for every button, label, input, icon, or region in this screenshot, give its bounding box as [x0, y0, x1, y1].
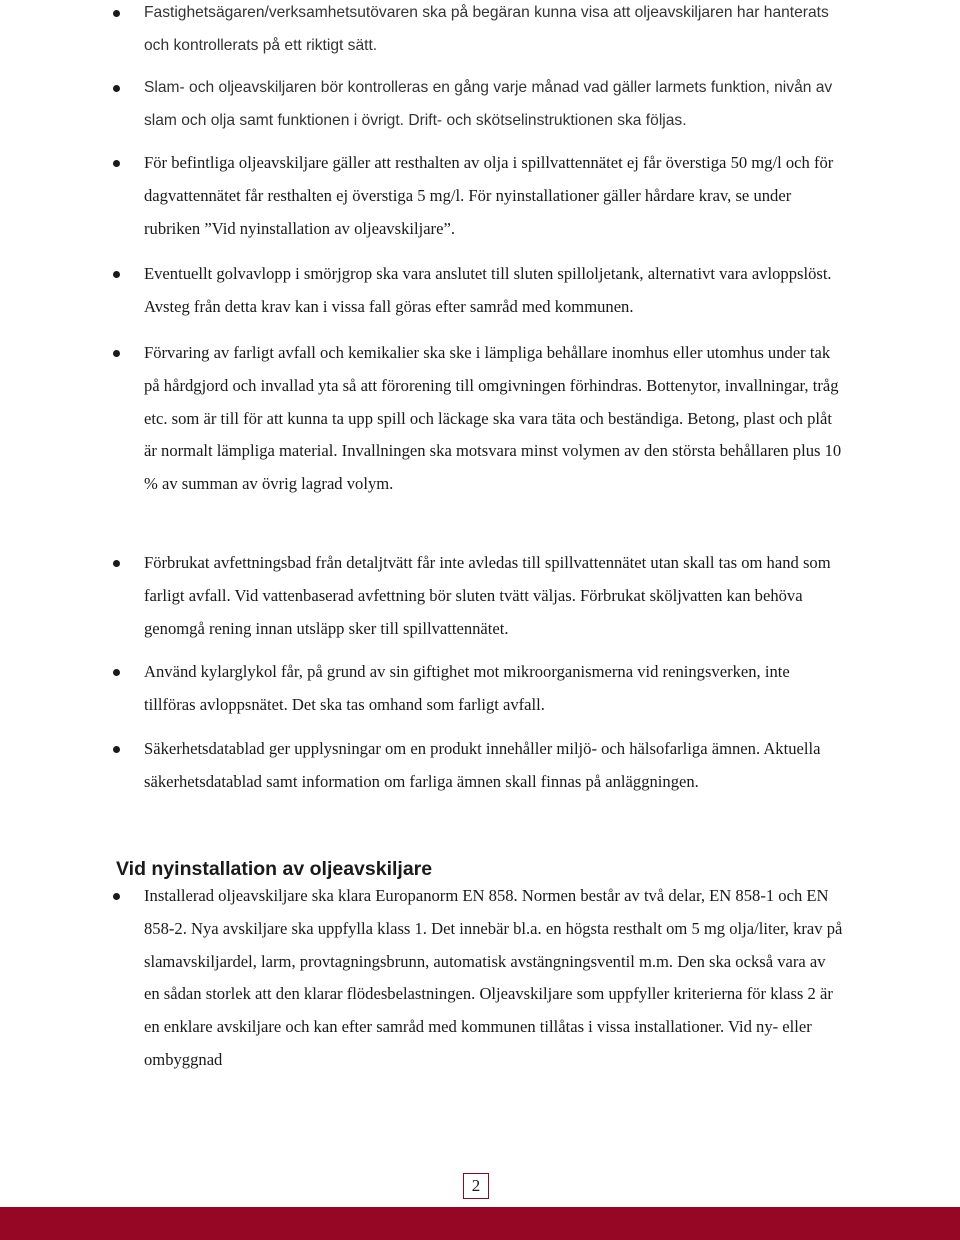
bullet-icon — [113, 893, 120, 900]
bullet-icon — [113, 746, 120, 753]
bullet-icon — [113, 560, 120, 567]
list-item-text: Installerad oljeavskiljare ska klara Europanorm EN 858. Normen består av två delar, EN 858-1 och EN 858-2. Nya avskiljare ska uppfylla klass 1. Det innebär bl.a. en högsta resthalt om 5 mg olja/liter, krav på slamavskiljardel, larm, provtagningsbrunn, automatisk avstängningsventil m.m. Den ska också vara av en sådan storlek att den klarar flödesbelastningen. Oljeavskiljare som uppfyller kriterierna för klass 2 är en enklare avskiljare och kan efter samråd med kommunen tillåtas i vissa installationer. Vid ny- eller ombyggnad — [144, 886, 843, 1069]
page-number: 2 — [463, 1173, 489, 1199]
list-item-text: Fastighetsägaren/verksamhetsutövaren ska på begäran kunna visa att oljeavskiljaren har hanterats och kontrollerats på ett riktigt sätt. — [144, 4, 829, 54]
bullet-icon — [113, 350, 120, 357]
bullet-icon — [113, 85, 120, 92]
footer-bar — [0, 1207, 960, 1240]
section-heading: Vid nyinstallation av oljeavskiljare — [116, 858, 433, 880]
list-item-text: Säkerhetsdatablad ger upplysningar om en produkt innehåller miljö- och hälsofarliga ämnen. Aktuella säkerhetsdatablad samt information om farliga ämnen skall finnas på anläggningen. — [144, 739, 821, 791]
bullet-icon — [113, 10, 120, 17]
list-item-text: Slam- och oljeavskiljaren bör kontrolleras en gång varje månad vad gäller larmets funktion, nivån av slam och olja samt funktionen i övrigt. Drift- och skötselinstruktionen ska följas. — [144, 79, 833, 129]
bullet-icon — [113, 271, 120, 278]
list-item-text: Förbrukat avfettningsbad från detaljtvätt får inte avledas till spillvattennätet utan skall tas om hand som farligt avfall. Vid vattenbaserad avfettning bör sluten tvätt väljas. Förbrukat sköljvatten kan behöva genomgå rening innan utsläpp sker till spillvattennätet. — [144, 553, 831, 638]
list-item-text: Eventuellt golvavlopp i smörjgrop ska vara anslutet till sluten spilloljetank, alternativt vara avloppslöst. Avsteg från detta krav kan i vissa fall göras efter samråd med kommunen. — [144, 264, 832, 316]
bullet-icon — [113, 669, 120, 676]
list-item-text: Använd kylarglykol får, på grund av sin giftighet mot mikroorganismerna vid reningsverken, inte tillföras avloppsnätet. Det ska tas omhand som farligt avfall. — [144, 662, 790, 714]
bullet-icon — [113, 160, 120, 167]
list-item-text: För befintliga oljeavskiljare gäller att resthalten av olja i spillvattennätet ej får överstiga 50 mg/l och för dagvattennätet får resthalten ej överstiga 5 mg/l. För nyinstallationer gäller hårdare krav, se under rubriken ”Vid nyinstallation av oljeavskiljare”. — [144, 153, 834, 238]
list-item-text: Förvaring av farligt avfall och kemikalier ska ske i lämpliga behållare inomhus eller utomhus under tak på hårdgjord och invallad yta så att förorening till omgivningen förhindras. Bottenytor, invallningar, tråg etc. som är till för att kunna ta upp spill och läckage ska vara täta och beständiga. Betong, plast och plåt är normalt lämpliga material. Invallningen ska motsvara minst volymen av den största behållaren plus 10 % av summan av övrig lagrad volym. — [144, 343, 842, 494]
